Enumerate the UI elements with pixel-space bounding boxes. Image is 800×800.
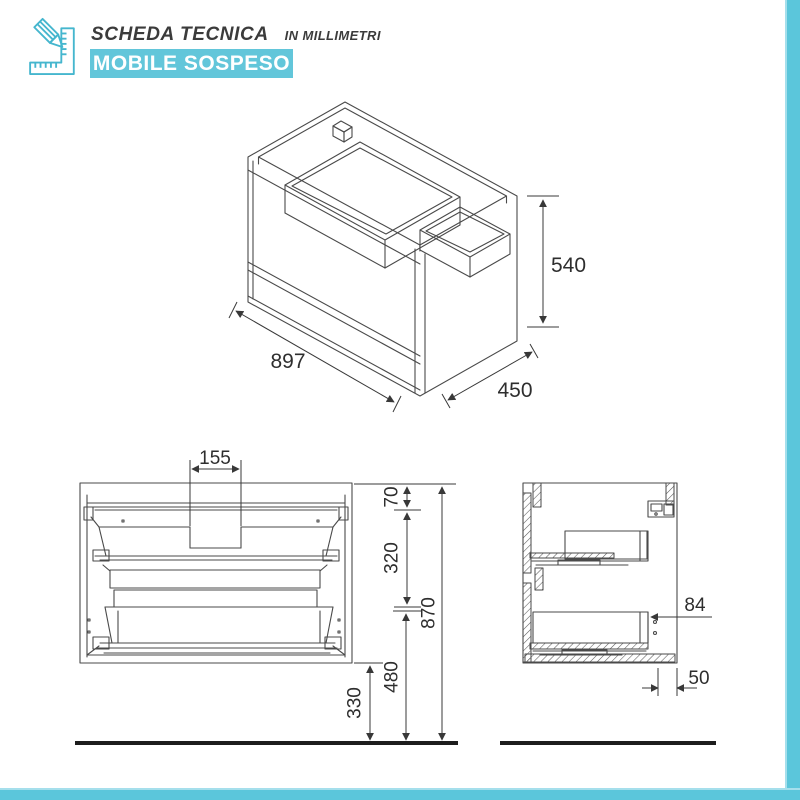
iso-depth-dim-label: 450 — [497, 379, 533, 402]
front-dimensions — [190, 448, 456, 740]
page-title: SCHEDA TECNICA — [91, 24, 269, 45]
product-banner: MOBILE SOSPESO — [90, 49, 293, 78]
front-top-section-dim-label: 70 — [381, 486, 403, 508]
side-cabinet-body — [523, 483, 677, 663]
iso-right-drawer-box — [420, 207, 510, 277]
front-lower-drawer — [88, 607, 341, 653]
front-section-view — [75, 448, 458, 743]
side-lower-drawer — [530, 612, 657, 655]
isometric-cabinet-view — [229, 102, 586, 412]
iso-width-dim-label: 897 — [270, 350, 306, 373]
iso-mounting-bracket — [333, 121, 352, 142]
iso-height-dim-label: 540 — [551, 254, 587, 277]
page-trim-bottom — [0, 788, 800, 800]
front-upper-section-dim-label: 320 — [381, 542, 403, 574]
page-subtitle: IN MILLIMETRI — [284, 28, 381, 43]
iso-dimensions — [229, 196, 586, 412]
side-back-clearance-dim-label: 84 — [684, 595, 706, 616]
side-wall-gap-dim-label: 50 — [688, 668, 710, 689]
front-upper-drawer — [84, 507, 348, 561]
side-upper-drawer — [530, 531, 648, 565]
front-total-height-dim-label: 870 — [418, 597, 440, 629]
front-lower-section-dim-label: 480 — [381, 661, 403, 693]
front-floor-clearance-dim-label: 330 — [344, 687, 366, 719]
front-cutout-dim-label: 155 — [199, 448, 231, 469]
front-drawer-panels — [103, 565, 327, 607]
side-section-view — [500, 483, 716, 743]
page-trim-right — [785, 0, 800, 800]
